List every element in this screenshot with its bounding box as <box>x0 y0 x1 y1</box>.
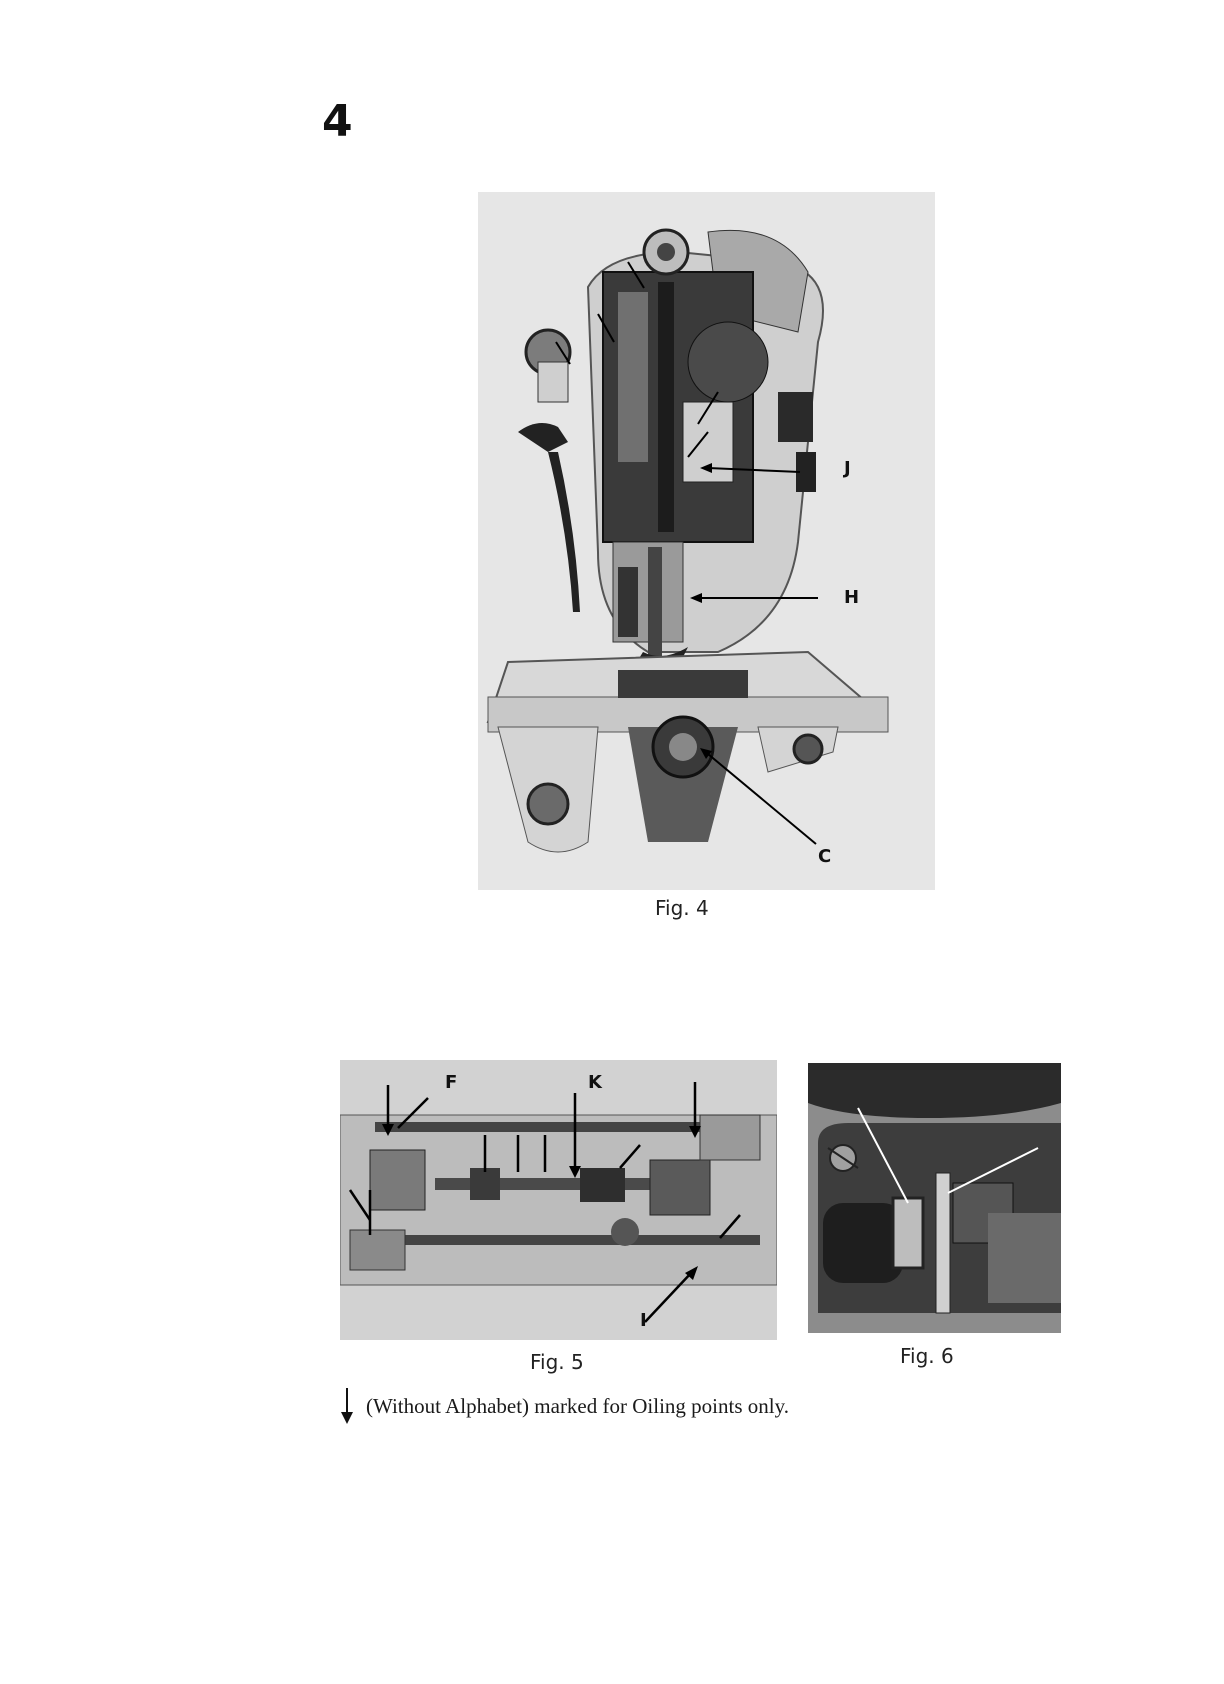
fig5-caption: Fig. 5 <box>530 1350 584 1374</box>
down-arrow-icon <box>340 1388 354 1424</box>
fig4-photo <box>478 192 935 890</box>
callout-i: I <box>640 1310 647 1331</box>
callout-k: K <box>588 1072 602 1093</box>
fig6-photo <box>808 1063 1061 1333</box>
oiling-note <box>340 1388 789 1424</box>
page-number: 4 <box>322 96 353 147</box>
callout-f: F <box>445 1072 458 1093</box>
callout-h: H <box>844 587 860 608</box>
fig6-caption: Fig. 6 <box>900 1344 954 1368</box>
oiling-note-text: (Without Alphabet) marked for Oiling points only. <box>366 1393 789 1418</box>
fig4-caption: Fig. 4 <box>655 896 709 920</box>
fig5-photo <box>340 1060 777 1340</box>
callout-j: J <box>844 458 851 479</box>
callout-c: C <box>818 846 832 867</box>
